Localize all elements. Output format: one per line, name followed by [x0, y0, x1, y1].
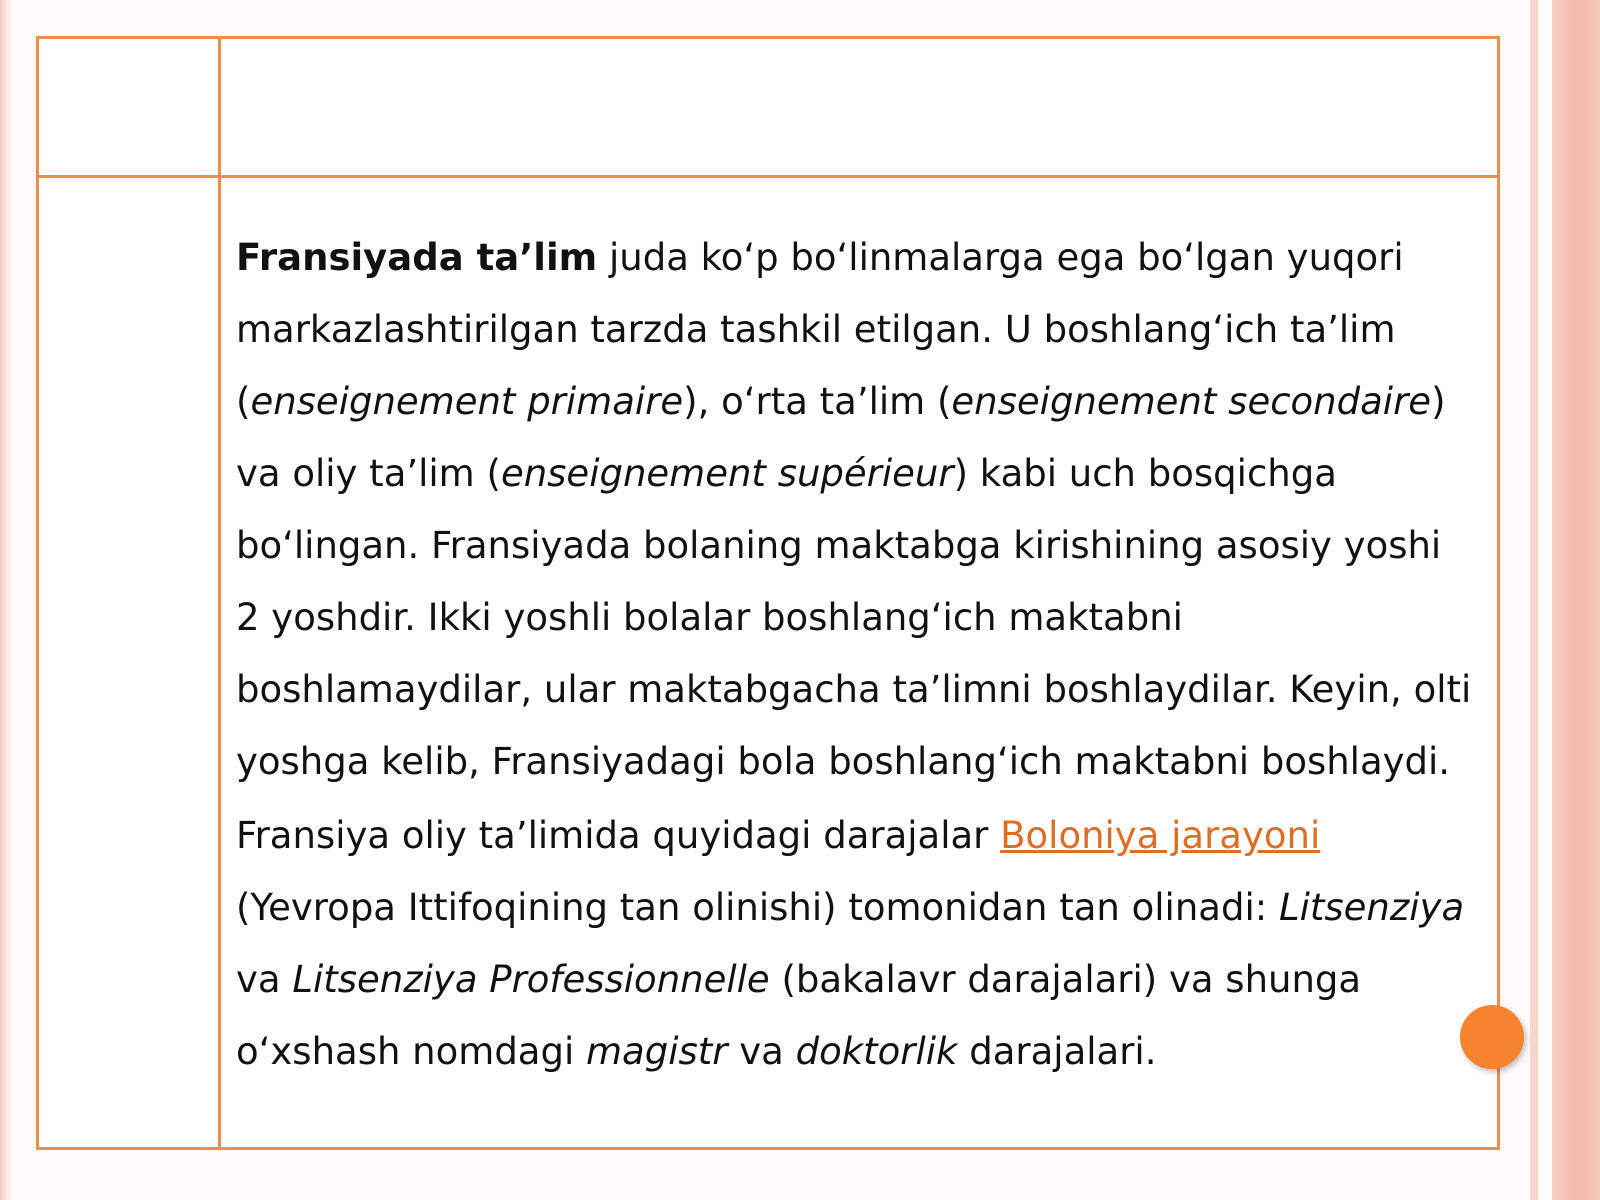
table-column-divider: [218, 38, 221, 1148]
text-run: ) kabi uch bosqichga bo‘lingan. Fransiyada bolaning maktabga kirishining asosiy yoshi 2 yoshdir. Ikki yoshli bolalar boshlang‘ich maktabni boshlamaydilar, ular maktabgacha ta’limni boshlaydilar. Keyin, olti yoshga kelib, Fransiyadagi bola boshlang‘ich maktabni boshlaydi.: [236, 452, 1472, 783]
left-edge-decoration: [0, 0, 14, 1200]
text-run: (Yevropa Ittifoqining tan olinishi) tomonidan tan olinadi:: [236, 886, 1279, 929]
text-run: ) va oliy ta’lim (: [236, 380, 1446, 495]
text-run: ), o‘rta ta’lim (: [683, 380, 952, 423]
table-header-divider: [38, 175, 1498, 178]
italic-term: Litsenziya Professionnelle: [292, 958, 770, 1001]
text-run: juda ko‘p bo‘linmalarga ega bo‘lgan yuqori markazlashtirilgan tarzda tashkil etilgan. U boshlang‘ich ta’lim (: [236, 236, 1404, 423]
term-bold: Fransiyada ta’lim: [236, 236, 598, 279]
italic-term: doktorlik: [795, 1030, 958, 1073]
text-run: Fransiya oliy ta’limida quyidagi darajalar: [236, 814, 1001, 857]
paragraph-education-structure: [236, 222, 1476, 798]
text-run: (bakalavr darajalari) va shunga o‘xshash nomdagi: [236, 958, 1362, 1073]
italic-term: enseignement primaire: [250, 380, 684, 423]
right-edge-decoration: [1552, 0, 1600, 1200]
text-run: va: [727, 1030, 796, 1073]
right-edge-stripe: [1530, 0, 1538, 1200]
body-text: [236, 222, 1476, 1088]
text-run: va: [236, 958, 293, 1001]
paragraph-higher-education: [236, 800, 1476, 1088]
italic-term: enseignement supérieur: [500, 452, 954, 495]
italic-term: Litsenziya: [1278, 886, 1465, 929]
bologna-process-link[interactable]: Boloniya jarayoni: [1000, 814, 1321, 857]
italic-term: magistr: [586, 1030, 728, 1073]
italic-term: enseignement secondaire: [951, 380, 1432, 423]
text-run: darajalari.: [957, 1030, 1157, 1073]
